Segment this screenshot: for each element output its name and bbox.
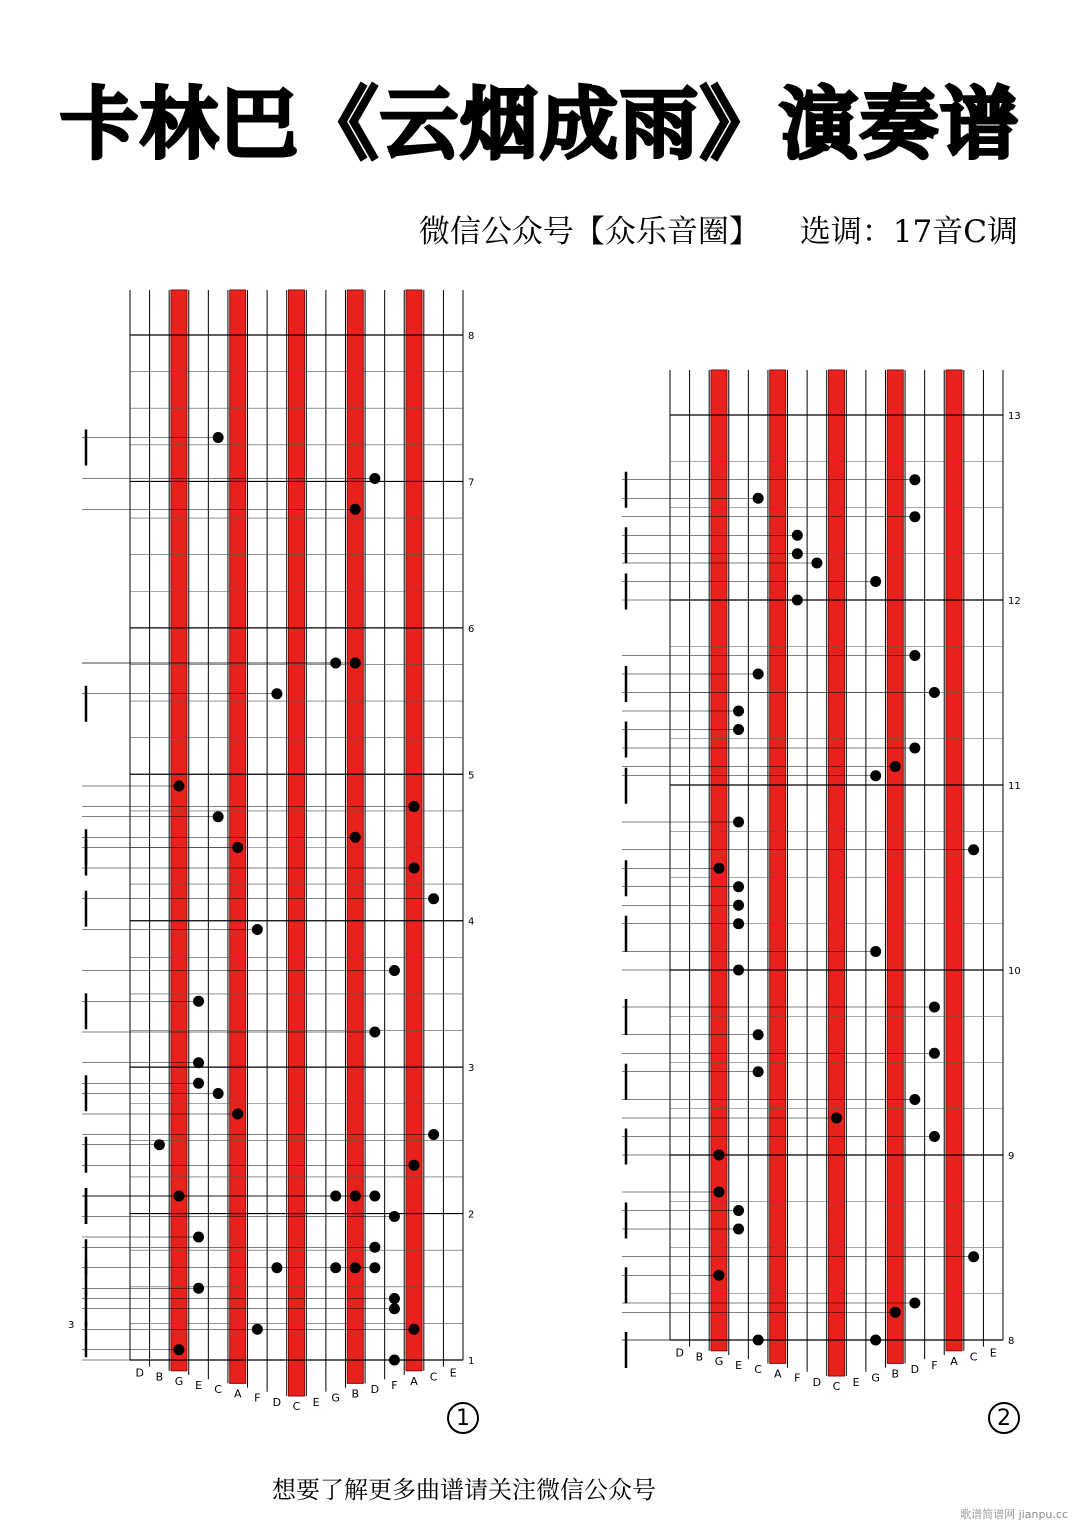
red-tine: [829, 370, 845, 1376]
note-dot: [193, 1057, 204, 1068]
key-label: G: [331, 1391, 340, 1405]
note-dot: [753, 669, 764, 680]
key-label: B: [155, 1370, 164, 1384]
note-dot: [154, 1139, 165, 1150]
note-dot: [890, 761, 901, 772]
key-label: D: [910, 1363, 920, 1377]
note-dot: [369, 1242, 380, 1253]
note-dot: [369, 1027, 380, 1038]
note-dot: [733, 881, 744, 892]
note-dot: [890, 1307, 901, 1318]
note-dot: [173, 1344, 184, 1355]
note-dot: [909, 743, 920, 754]
note-dot: [389, 1303, 400, 1314]
measure-number: 3: [468, 1063, 475, 1075]
key-label: D: [135, 1366, 145, 1380]
note-dot: [733, 706, 744, 717]
note-dot: [968, 1251, 979, 1262]
note-dot: [792, 595, 803, 606]
note-dot: [213, 811, 224, 822]
note-dot: [232, 842, 243, 853]
key-label: C: [214, 1383, 222, 1397]
note-dot: [409, 863, 420, 874]
note-dot: [909, 650, 920, 661]
key-label: 选调：17音C调: [799, 214, 1018, 250]
note-dot: [428, 1129, 439, 1140]
note-dot: [350, 832, 361, 843]
note-dot: [929, 1131, 940, 1142]
note-dot: [792, 530, 803, 541]
note-dot: [909, 474, 920, 485]
note-dot: [193, 996, 204, 1007]
key-label: B: [351, 1387, 360, 1401]
page-number: 2: [997, 1406, 1011, 1431]
note-dot: [713, 1150, 724, 1161]
note-dot: [909, 1298, 920, 1309]
note-dot: [369, 473, 380, 484]
note-dot: [713, 1270, 724, 1281]
note-dot: [792, 548, 803, 559]
tab-sheet-1: [68, 290, 478, 1433]
key-label: E: [195, 1379, 203, 1392]
measure-number: 8: [468, 331, 475, 342]
key-label: E: [735, 1359, 743, 1372]
note-dot: [193, 1078, 204, 1089]
red-tine: [171, 290, 187, 1371]
red-tine: [887, 370, 903, 1363]
note-dot: [968, 844, 979, 855]
note-dot: [428, 893, 439, 904]
key-label: A: [233, 1387, 242, 1401]
key-label: G: [714, 1354, 724, 1368]
measure-number: 1: [468, 1356, 475, 1367]
note-dot: [389, 1355, 400, 1366]
note-dot: [733, 918, 744, 929]
note-dot: [389, 1211, 400, 1222]
note-dot: [409, 1324, 420, 1335]
key-label: E: [449, 1366, 457, 1380]
note-dot: [929, 1002, 940, 1013]
tab-sheet-2: [622, 370, 1021, 1433]
note-dot: [193, 1232, 204, 1243]
note-dot: [173, 781, 184, 792]
note-dot: [929, 687, 940, 698]
source-label: 微信公众号【众乐音圈】: [418, 214, 760, 250]
red-tine: [406, 290, 422, 1371]
red-tine: [711, 370, 727, 1351]
note-dot: [753, 1029, 764, 1040]
key-label: E: [312, 1395, 320, 1409]
key-label: C: [429, 1370, 438, 1384]
watermark: 歌谱简谱网 jianpu.cc: [960, 1508, 1068, 1521]
note-dot: [350, 658, 361, 669]
key-label: C: [754, 1363, 762, 1377]
note-dot: [213, 432, 224, 443]
note-dot: [713, 863, 724, 874]
note-dot: [733, 965, 744, 976]
key-label: F: [794, 1371, 801, 1385]
note-dot: [193, 1283, 204, 1294]
note-dot: [929, 1048, 940, 1059]
key-label: D: [675, 1346, 685, 1360]
measure-number: 5: [468, 770, 475, 782]
measure-number: 6: [468, 623, 475, 635]
note-dot: [713, 1187, 724, 1198]
measure-number: 2: [468, 1209, 475, 1221]
note-dot: [409, 801, 420, 812]
key-label: C: [292, 1400, 301, 1413]
note-dot: [870, 576, 881, 587]
footer-text: 想要了解更多曲谱请关注微信公众号: [272, 1476, 656, 1504]
note-dot: [870, 770, 881, 781]
measure-number: 11: [1008, 781, 1021, 792]
measure-number: 10: [1008, 966, 1021, 977]
note-dot: [409, 1160, 420, 1171]
red-tine: [230, 290, 246, 1383]
key-label: D: [272, 1395, 282, 1409]
triplet-label: 3: [68, 1320, 75, 1331]
note-dot: [369, 1262, 380, 1273]
note-dot: [389, 1293, 400, 1304]
note-dot: [350, 504, 361, 515]
note-dot: [389, 965, 400, 976]
measure-number: 9: [1008, 1151, 1015, 1162]
note-dot: [252, 924, 263, 935]
key-label: D: [812, 1375, 822, 1389]
note-dot: [232, 1109, 243, 1120]
note-dot: [909, 1094, 920, 1105]
key-label: A: [410, 1374, 418, 1388]
note-dot: [733, 817, 744, 828]
note-dot: [733, 724, 744, 735]
key-label: A: [950, 1354, 958, 1368]
note-dot: [753, 1066, 764, 1077]
key-label: F: [391, 1379, 398, 1392]
key-label: E: [989, 1346, 997, 1360]
key-label: B: [695, 1350, 704, 1364]
note-dot: [753, 493, 764, 504]
measure-number: 13: [1008, 411, 1021, 422]
key-label: F: [931, 1359, 938, 1372]
note-dot: [733, 1224, 744, 1235]
key-label: B: [891, 1367, 900, 1381]
key-label: C: [832, 1380, 841, 1393]
note-dot: [733, 1205, 744, 1216]
note-dot: [811, 558, 822, 569]
red-tine: [289, 290, 305, 1396]
measure-number: 4: [468, 916, 475, 928]
red-tine: [770, 370, 786, 1363]
key-label: F: [254, 1391, 261, 1405]
note-dot: [909, 511, 920, 522]
note-dot: [733, 900, 744, 911]
red-tine: [946, 370, 962, 1351]
note-dot: [213, 1088, 224, 1099]
measure-number: 7: [468, 477, 475, 489]
key-label: C: [969, 1350, 978, 1364]
note-dot: [369, 1191, 380, 1202]
key-label: G: [174, 1374, 184, 1388]
note-dot: [870, 946, 881, 957]
page-title: 卡林巴《云烟成雨》演奏谱: [59, 80, 1020, 170]
key-label: D: [370, 1383, 380, 1397]
page-number: 1: [456, 1406, 470, 1431]
key-label: G: [871, 1371, 880, 1385]
key-label: E: [852, 1375, 860, 1389]
note-dot: [831, 1113, 842, 1124]
measure-number: 12: [1008, 596, 1021, 607]
note-dot: [870, 1335, 881, 1346]
note-dot: [271, 688, 282, 699]
measure-number: 8: [1008, 1336, 1015, 1347]
key-label: A: [773, 1367, 782, 1381]
